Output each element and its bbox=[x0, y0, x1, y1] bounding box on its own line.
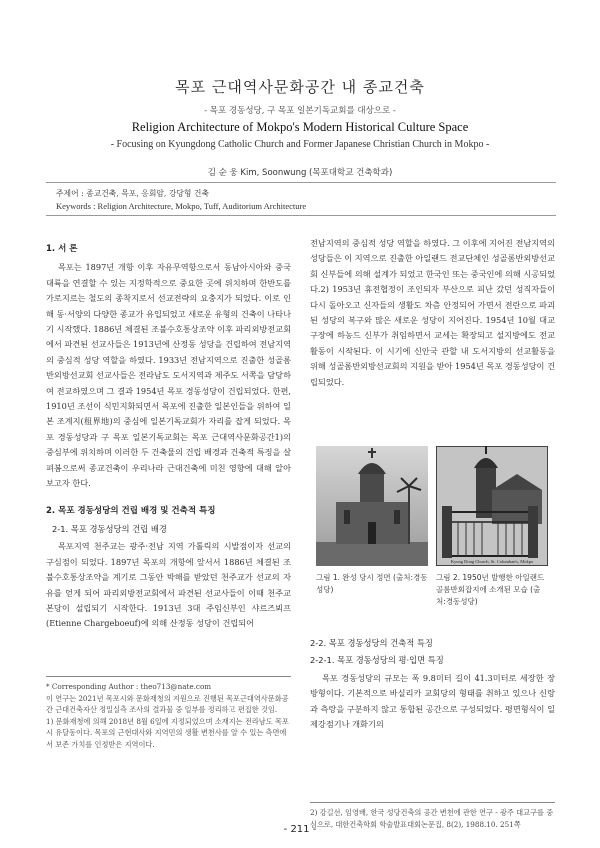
figure-2-inline-label: Kyung Dong Church, St. Columban's, Mokpo bbox=[450, 559, 534, 564]
figure-1-caption: 그림 1. 완성 당시 정면 (출처:경동성당) bbox=[316, 573, 428, 594]
section-2-2-heading: 2-2. 목포 경동성당의 건축적 특징 bbox=[310, 638, 433, 648]
right-column bbox=[310, 236, 555, 390]
keywords-ko: 주제어 : 종교건축, 목포, 응회암, 강당형 건축 bbox=[56, 189, 209, 198]
paper-title-en: Religion Architecture of Mokpo's Modern Historical Culture Space bbox=[131, 120, 469, 134]
footnote-2: 2) 강길선, 임영배, 한국 성당건축의 공간 변천에 관한 연구 - 광주 대교구를 중심으로, 대한건축학회 학술발표대회논문집, 8(2), 1988.10. 251쪽 bbox=[310, 808, 554, 829]
right-column-paragraph: 전남지역의 중심적 성당 역할을 하였다. 그 이후에 지어진 전남지역의 성당들은 이 지역으로 진출한 아일랜드 전교단체인 성골롬반외방선교회 신부들에 의해 설계가 되었고 한국인 또는 중국인에 의해 시공되었다.2) 1953년 휴전협정이 조인되자 부산으로 피난 갔던 성직자들이 다시 돌아오고 신자들의 생활도 차츰 안정되어 가면서 전란으로 파괴된 성당의 복구와 많은 새로운 성당이 지어진다. 1954년 10월 대교구장에 하농드 신부가 취임하면서 교세는 확장되고 설지방에도 전교활동이 시작된다. 이 시기에 신안국 관할 내 도서지방의 선교활동을 위해 성골롬반외방선교회의 지원을 받아 1954년 목포 경동성당이 건립되었다. bbox=[310, 238, 555, 387]
funding-note: 이 연구는 2021년 목포시와 문화재청의 지원으로 진행된 목포근대역사문화공간 근대건축자산 정밀실측 조사의 결과물 중 일부를 정리하고 편집한 것임. bbox=[46, 693, 289, 714]
page-number: - 211 - bbox=[283, 824, 317, 835]
section-2-2-1-heading: 2-2-1. 목포 경동성당의 평·입면 특징 bbox=[310, 655, 444, 666]
figure-2-caption: 그림 2. 1950년 발행한 아일랜드 골롬반회잡지에 소개된 모습 (출처:경동성당) bbox=[436, 573, 545, 606]
corresponding-author: * Corresponding Author : theo713@nate.com bbox=[46, 682, 212, 691]
paper-subtitle-ko: - 목포 경동성당, 구 목포 일본기독교회를 대상으로 - bbox=[204, 106, 396, 116]
right-column-lower bbox=[310, 636, 555, 732]
left-column bbox=[46, 236, 291, 632]
left-footnotes bbox=[46, 676, 291, 750]
figure-1 bbox=[316, 446, 428, 596]
section-2-1-paragraph: 목포지역 천주교는 광주·전남 지역 가톨릭의 시발점이자 선교의 구심점이 되었다. 1897년 목포의 개항에 앞서서 1886년 체결된 조불수호통상조약을 계기로 그동안 박해를 받았던 천주교가 선교의 자유를 얻게 되어 파리외방전교회에서 파견된 선교사들이 이때 천주교 본당이 설립되기 시작한다. 1913년 3대 주임신부인 샤르즈뵈프(Etienne Chargeboeuf)에 의해 산정동 성당이 건립되어 bbox=[46, 541, 291, 629]
figure-2 bbox=[436, 446, 548, 608]
footnote-1: 1) 문화재청에 의해 2018년 8월 6일에 지정되었으며 소재지는 전라남도 목포시 유달동이다. 목포의 근현대사와 지역민의 생활 변천사를 알 수 있는 측면에서 보존 가치를 인정받은 지역이다. bbox=[46, 716, 289, 749]
church-photo-1-image bbox=[316, 446, 428, 566]
section-2-heading: 2. 목포 경동성당의 건립 배경 및 건축적 특징 bbox=[46, 505, 216, 516]
section-1-heading: 1. 서 론 bbox=[46, 244, 78, 254]
keywords-en: Keywords : Religion Architecture, Mokpo, Tuff, Auditorium Architecture bbox=[56, 201, 307, 211]
section-2-2-1-paragraph: 목포 경동성당의 규모는 폭 9.8미터 길이 41.3미터로 세장한 장방형이다. 기본적으로 바실리카 교회당의 형태를 취하고 있으나 신랑과 측랑을 구분하지 않고 통합된 공간으로 구성되었다. 평면형식이 일제강점기나 개화기의 bbox=[310, 672, 555, 730]
church-photo-2-image bbox=[436, 446, 548, 566]
section-2-1-heading: 2-1. 목포 경동성당의 건립 배경 bbox=[52, 523, 167, 534]
keywords-box bbox=[46, 182, 556, 216]
paper-subtitle-en: - Focusing on Kyungdong Catholic Church and Former Japanese Christian Church in Mokpo - bbox=[110, 139, 490, 150]
paper-title-ko: 목포 근대역사문화공간 내 종교건축 bbox=[175, 78, 425, 96]
author-line: 김 순 웅 Kim, Soonwung (목포대학교 건축학과) bbox=[207, 168, 393, 178]
section-1-paragraph: 목포는 1897년 개항 이후 자유무역항으로서 동남아시아와 중국대륙을 연결할 수 있는 지정학적으로 중요한 곳에 위치하며 한반도를 가로지르는 철도의 종착지로서 선교전략의 요충지가 되었다. 이로 인해 동·서양의 다양한 종교가 유입되었고 새로운 유형의 건축이 나타나기 시작했다. 1886년 체결된 조불수호통상조약 이후 파리외방전교회에서 파견된 선교사들은 1913년에 산정동 성당을 건립하여 전남지역의 중심적 성당 역할을 하였다. 1933년 전남지역으로 진출한 성골롬반외방선교회 선교사들은 전라남도 도서지역과 제주도 서쪽을 담당하여 전교하였으며 그 결과 1954년 목포 경동성당이 건립되었다. 한편, 1910년 조선이 식민지화되면서 목포에 진출한 일본인들을 위하여 일본 조계지(租界地)의 중심에 일본기독교회가 자리를 잡게 되었다. 목포 경동성당과 구 목포 일본기독교회는 목포 근대역사문화공간1)의 중심부에 위치하며 이러한 두 건축물의 건립 배경과 건축적 특징을 살펴봄으로써 종교건축이 우리나라 근대건축에 미친 영향에 대해 알아보고자 한다. bbox=[46, 262, 291, 489]
